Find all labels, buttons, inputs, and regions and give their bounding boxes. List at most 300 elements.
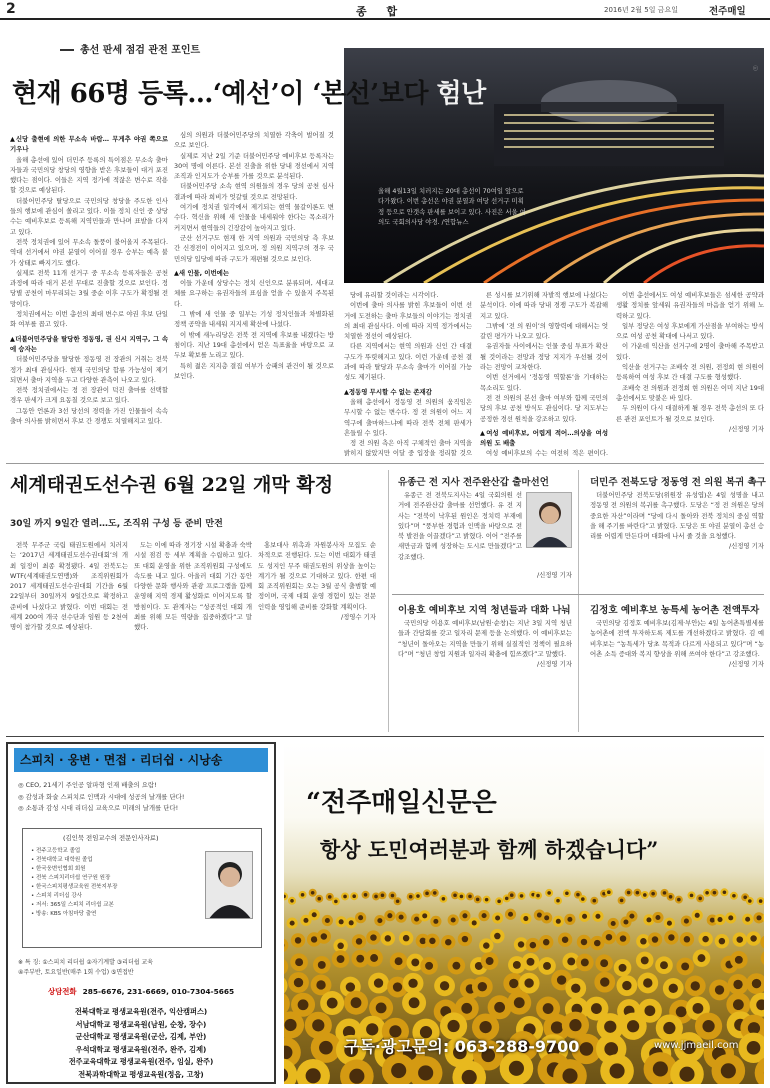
sunflower-center bbox=[520, 894, 524, 898]
speech-academy-ad bbox=[6, 742, 276, 1084]
sunflower-center bbox=[620, 899, 624, 903]
sunflower-center bbox=[663, 1022, 675, 1034]
sunflower-center bbox=[748, 899, 752, 903]
sunflower-center bbox=[395, 957, 403, 965]
sunflower-center bbox=[376, 1002, 387, 1013]
sunflower-center bbox=[339, 919, 344, 924]
divider bbox=[6, 736, 764, 737]
sunflower-center bbox=[684, 936, 690, 942]
sunflower-center bbox=[411, 958, 419, 966]
sunflower-center bbox=[381, 894, 385, 898]
sunflower-center bbox=[562, 1068, 577, 1083]
sunflower-center bbox=[663, 891, 667, 895]
sunflower-center bbox=[451, 917, 456, 922]
sunflower-center bbox=[311, 891, 315, 895]
taekwondo-column-1 bbox=[10, 540, 128, 730]
sunflower-center bbox=[334, 900, 338, 904]
profile-item: • 한국스피치평생교육원 전북지부장 bbox=[31, 884, 118, 890]
sunflower-center bbox=[544, 915, 549, 920]
sunflower-center bbox=[732, 894, 736, 898]
sunflower-center bbox=[391, 894, 395, 898]
sunflower-center bbox=[403, 935, 409, 941]
sunflower-center bbox=[370, 954, 378, 962]
lead-paragraph: 더불어민주당을 탈당한 정동영 전 장관의 거취는 전북 정가 최대 관심사다. 현재 국민의당 합류 가능성이 제기되면서 출마 지역을 두고 다양한 관측이 나오고 있다. bbox=[10, 355, 168, 384]
center-item: 서남대학교 평생교육원(남원, 순창, 장수) bbox=[75, 1019, 207, 1029]
section-title: 종 합 bbox=[356, 5, 406, 18]
sunflower-center bbox=[551, 1021, 563, 1033]
sunflower-center bbox=[482, 913, 487, 918]
center-item: 전주교육대학교 평생교육원(전주, 임실, 완주) bbox=[68, 1057, 214, 1066]
sunflower-center bbox=[290, 921, 295, 926]
article-b-text: 더불어민주당 전북도당(위원장 유성엽)은 4일 성명을 내고 정동영 전 의원의 복귀를 촉구했다. 도당은 “정 전 의원은 당의 중요한 자산”이라며 “당에 다시 돌아와 전북 정치의 중심 역할을 해 주기를 바란다”고 밝혔다. 도당은 또 야권 분열이 총선 승리를 어렵게 만든다며 대화에 나서 줄 것을 요청했다. bbox=[590, 491, 764, 541]
sunflower-center bbox=[653, 1061, 668, 1076]
sunflower-center bbox=[303, 918, 308, 923]
sunflower-center bbox=[462, 936, 468, 942]
article-d-byline: /신정영 기자 bbox=[728, 660, 764, 669]
lead-paragraph: 여기에 정치권 일각에서 제기되는 현역 물갈이론도 변수다. 혁신을 위해 새 인물을 내세워야 한다는 목소리가 커지면서 현역들의 긴장감이 높아지고 있다. bbox=[174, 203, 334, 232]
sunflower-center bbox=[745, 917, 750, 922]
sunflower-center bbox=[669, 984, 678, 993]
sunflower-center bbox=[514, 997, 525, 1008]
lead-paragraph: 일부 정당은 여성 후보에게 가산점을 부여하는 방식으로 여성 공천 확대에 나서고 있다. bbox=[616, 321, 764, 341]
profile-title: (김인묵 전임교수의 전문인사자료) bbox=[63, 834, 159, 842]
sunflower-center bbox=[513, 961, 521, 969]
sunflower-center bbox=[486, 957, 494, 965]
sunflower-center bbox=[595, 914, 600, 919]
sunflower-center bbox=[479, 1021, 491, 1033]
sunflower-center bbox=[652, 936, 658, 942]
sunflower-center bbox=[409, 997, 420, 1008]
lead-paragraph: /신정영 기자 bbox=[728, 424, 764, 433]
lead-column-2 bbox=[174, 130, 334, 460]
instructor-portrait bbox=[205, 851, 253, 919]
sunflower-center bbox=[494, 933, 500, 939]
sunflower-center bbox=[321, 933, 327, 939]
sunflower-center bbox=[581, 939, 587, 945]
sunflower-center bbox=[733, 980, 742, 989]
ad-slogan: ◎ CEO, 21세기 주인공 알파형 인재 배출의 요람! bbox=[18, 781, 157, 789]
lead-paragraph: 군산 선거구도 현재 한 지역 의원과 국민의당 측 후보 간 신경전이 이어지고 있으며, 정 의원 지역구의 경우 국민의당 입당에 따라 구도가 재편될 것으로 보인다. bbox=[174, 233, 334, 263]
sunflower-center bbox=[604, 1021, 616, 1033]
sunflower-petal bbox=[284, 975, 288, 996]
sunflower-center bbox=[328, 895, 332, 899]
article-b-body bbox=[590, 490, 764, 590]
lead-paragraph: 전 전 의원의 본선 출마 여부와 함께 국민의당의 후보 공천 방식도 관심이다. 당 지도부는 공정한 경선 원칙을 강조하고 있다. bbox=[480, 393, 608, 423]
feature-line: ④주부반, 토요일반(매주 1회 수업) ⑤면접반 bbox=[18, 969, 134, 976]
sunflower-center bbox=[581, 897, 585, 901]
sunflower-center bbox=[472, 920, 477, 925]
sunflower-center bbox=[640, 938, 646, 944]
sunflower-center bbox=[677, 898, 681, 902]
sunflower-center bbox=[698, 954, 706, 962]
sunflower-center bbox=[627, 891, 631, 895]
sunflower-center bbox=[695, 913, 700, 918]
sunflower-center bbox=[562, 936, 568, 942]
sunflower-center bbox=[343, 895, 347, 899]
sunflower-center bbox=[414, 917, 419, 922]
lead-paragraph: 정치권에서는 이번 총선의 최대 변수로 야권 후보 단일화 여부를 꼽고 있다. bbox=[10, 310, 168, 329]
lead-paragraph: ▲여성 예비후보, 어렵게 적어…의상을 여성 의원 도 배출 bbox=[480, 428, 608, 448]
taekwondo-subhead: 30일 까지 9일간 열려…도, 조직위 구성 등 준비 만전 bbox=[10, 519, 223, 529]
sunflower-center bbox=[453, 893, 457, 897]
profile-item: • 저서: 365일 스피치 리더쉽 교본 bbox=[31, 902, 114, 908]
sunflower-center bbox=[420, 938, 426, 944]
sunflower-center bbox=[728, 915, 733, 920]
newspaper-name: 전주매일 bbox=[709, 6, 746, 17]
sunflower-center bbox=[679, 1067, 694, 1082]
lead-headline-main: 현재 66명 등록…‘예선’이 ‘본선’보다 bbox=[12, 79, 437, 109]
sunflower-center bbox=[352, 894, 356, 898]
lead-paragraph: 이번 선거에서 ‘정동영 역할론’을 기대하는 목소리도 있다. bbox=[480, 373, 608, 392]
sunflower-center bbox=[537, 913, 542, 918]
lead-paragraph: 이들 가운데 상당수는 정치 신인으로 분류되며, 세대교체를 요구하는 유권자들의 표심을 얻을 수 있을지 주목된다. bbox=[174, 279, 334, 308]
portrait-silhouette-icon bbox=[527, 493, 572, 548]
sunflower-center bbox=[710, 918, 715, 923]
sunflower-center bbox=[377, 918, 382, 923]
sunflower-center bbox=[748, 1022, 760, 1034]
sunflower-center bbox=[306, 1068, 321, 1083]
article-c-title: 이용호 예비후보 지역 청년들과 대화 나눠 bbox=[398, 605, 571, 616]
sunflower-center bbox=[684, 919, 689, 924]
sunflower-center bbox=[576, 893, 580, 897]
sunflower-center bbox=[643, 978, 652, 987]
sunflower-center bbox=[756, 915, 761, 920]
taekwondo-column-2 bbox=[134, 540, 252, 730]
sunflower-center bbox=[713, 891, 717, 895]
sunflower-center bbox=[569, 1019, 581, 1031]
education-centers bbox=[8, 1006, 274, 1081]
article-b-byline: /신정영 기자 bbox=[728, 542, 764, 551]
center-item: 우석대학교 평생교육원(전주, 완주, 김제) bbox=[75, 1044, 207, 1054]
issue-date: 2016년 2월 5일 금요일 bbox=[604, 6, 678, 14]
sunflower-center bbox=[298, 999, 309, 1010]
sunflower-center bbox=[607, 890, 611, 894]
sunflower-center bbox=[396, 899, 400, 903]
sunflower-center bbox=[580, 1042, 594, 1056]
sunflower-center bbox=[425, 892, 429, 896]
sunflower-center bbox=[619, 964, 627, 972]
sunflower-center bbox=[523, 916, 528, 921]
sunflower-center bbox=[294, 978, 303, 987]
ad-title: 스피치 · 웅변 · 면접 · 리더쉽 · 시낭송 bbox=[14, 748, 268, 772]
sunflower-center bbox=[669, 895, 673, 899]
taekwondo-headline: 세계태권도선수권 6월 22일 개막 확정 bbox=[10, 474, 334, 496]
lead-paragraph: 실제로 지난 2일 기준 더불어민주당 예비후보 등록자는 30여 명에 이른다. 본선 진출을 위한 당내 경선에서 지역 조직과 인지도가 승부를 가를 것으로 분석된다. bbox=[174, 151, 334, 181]
sunflower-center bbox=[752, 979, 761, 988]
lead-paragraph: 더불어민주당 소속 현역 의원들의 경우 당의 공천 심사 결과에 따라 희비가 엇갈릴 것으로 전망된다. bbox=[174, 182, 334, 201]
subscription-contact: 구독·광고문의: 063-288-9700 bbox=[344, 1037, 580, 1056]
sunflower-center bbox=[693, 1003, 704, 1014]
portrait-silhouette-icon bbox=[206, 852, 253, 919]
sunflower-center bbox=[509, 1061, 524, 1076]
photo-credit: ⓒ bbox=[752, 66, 758, 72]
lead-column-3 bbox=[344, 290, 472, 460]
article-a-byline: /신정영 기자 bbox=[536, 571, 572, 579]
instructor-profile-box bbox=[22, 828, 262, 948]
sunflower-center bbox=[508, 912, 513, 917]
center-item: 전북과학대학교 평생교육원(정읍, 고창) bbox=[78, 1069, 204, 1079]
ad-slogan: ◎ 소통과 감성 시대 리더십 교육으로 미래의 날개를 단다! bbox=[18, 804, 179, 812]
sunflower-center bbox=[327, 998, 338, 1009]
lead-column-1 bbox=[10, 130, 168, 460]
lead-paragraph: 특히 젊은 지지층 결집 여부가 승패의 관건이 될 것으로 보인다. bbox=[174, 361, 334, 380]
sunflower-center bbox=[667, 921, 672, 926]
sunflower-center bbox=[374, 895, 378, 899]
page-number: 2 bbox=[6, 1, 16, 17]
sunflower-center bbox=[468, 895, 472, 899]
sunflower-petal bbox=[284, 938, 288, 952]
sunflower-center bbox=[393, 982, 402, 991]
sunflower-center bbox=[627, 1020, 639, 1032]
sunflower-center bbox=[592, 899, 596, 903]
sunflower-center bbox=[571, 984, 580, 993]
lead-paragraph: 여성 예비후보의 수는 여전히 적은 편이다. bbox=[486, 449, 608, 458]
lead-paragraph: 그밖에 ‘전 의 원이’의 영향력에 대해서는 엇갈린 평가가 나오고 있다. bbox=[480, 321, 608, 341]
lead-paragraph: 이 가운데 익산을 선거구에 2명이 출마해 주목받고 있다. bbox=[616, 342, 764, 361]
lead-paragraph: 그동안 언론과 3선 당선의 경력을 가진 인물들이 속속 출마 의사를 밝히면서 후보 간 경쟁도 치열해지고 있다. bbox=[10, 406, 168, 426]
sunflower-center bbox=[356, 955, 364, 963]
article-c-text: 국민의당 이용호 예비후보(남원·순창)는 지난 3일 지역 청년들과 간담회를 갖고 일자리 문제 등을 논의했다. 이 예비후보는 “청년이 돌아오는 지역을 만들기 위해 실질적인 정책이 필요하다”며 “청년 창업 지원과 일자리 확충에 힘쓰겠다”고 말했다. bbox=[398, 619, 572, 658]
sunflower-center bbox=[543, 1003, 554, 1014]
lead-paragraph: 이 밖에 새누리당은 전북 전 지역에 후보를 내겠다는 방침이다. 지난 19대 총선에서 얻은 득표율을 바탕으로 교두보 확보를 노리고 있다. bbox=[174, 330, 334, 360]
sunflower-center bbox=[349, 1069, 364, 1084]
sunflower-center bbox=[719, 938, 725, 944]
sunflower-center bbox=[485, 898, 489, 902]
sunflower-center bbox=[418, 1065, 433, 1080]
taekwondo-column-3 bbox=[258, 540, 376, 730]
lead-paragraph: 조배숙 전 의원과 전정희 현 의원은 이미 지난 19대 총선에서도 맞붙은 바 있다. bbox=[616, 383, 764, 402]
sunflower-center bbox=[337, 955, 345, 963]
lead-paragraph: 정 전 의원 측은 아직 구체적인 출마 지역을 밝히지 않았지만 이달 중 입장을 정리할 것으 bbox=[344, 439, 472, 458]
lead-paragraph: 올해 총선에서 정동영 전 의원의 움직임은 무시할 수 없는 변수다. 정 전 의원이 어느 지역구에 출마하느냐에 따라 전북 전체 판세가 흔들릴 수 있다. bbox=[344, 397, 472, 437]
sunflower-center bbox=[715, 985, 724, 994]
article-d-body bbox=[590, 618, 764, 732]
sunflower-center bbox=[311, 936, 317, 942]
sunflower-center bbox=[284, 1019, 296, 1031]
sunflower-center bbox=[495, 916, 500, 921]
sunflower-center bbox=[622, 981, 631, 990]
phone-numbers: 285-6676, 231-6669, 010-7304-5665 bbox=[82, 987, 235, 996]
sunflower-center bbox=[600, 959, 608, 967]
profile-item: • 전주고등학교 졸업 bbox=[31, 848, 81, 854]
sunflower-center bbox=[643, 893, 647, 897]
sunflower-center bbox=[422, 913, 427, 918]
sunflower-center bbox=[565, 891, 569, 895]
sunflower-center bbox=[543, 939, 549, 945]
sunflower-center bbox=[655, 915, 660, 920]
sunflower-center bbox=[651, 892, 655, 896]
candidate-portrait bbox=[526, 492, 572, 548]
sunflower-center bbox=[567, 917, 572, 922]
sunflower-center bbox=[611, 921, 616, 926]
sunflower-center bbox=[509, 979, 518, 988]
sunflower-center bbox=[337, 943, 343, 949]
taekwondo-byline: /정영수 기자 bbox=[340, 613, 376, 622]
phone-label: 상담전화 bbox=[48, 987, 77, 996]
article-a-title: 유종근 전 지사 전주완산갑 출마선언 bbox=[398, 477, 549, 488]
sunflower-center bbox=[733, 999, 744, 1010]
divider bbox=[388, 470, 389, 732]
sunflower-center bbox=[581, 959, 589, 967]
sunflower-petal bbox=[761, 949, 764, 967]
sunflower-center bbox=[312, 1019, 324, 1031]
sunflower-center bbox=[325, 918, 330, 923]
sunflower-center bbox=[478, 982, 487, 991]
website-url: www.jjmaeil.com bbox=[654, 1040, 739, 1051]
profile-item: • 한국웅변인협회 회원 bbox=[31, 866, 86, 872]
sunflower-center bbox=[530, 942, 536, 948]
sunflower-center bbox=[408, 979, 417, 988]
lead-headline-tail: 험난 bbox=[436, 79, 486, 109]
sunflower-center bbox=[644, 1005, 655, 1016]
sunflower-center bbox=[705, 891, 709, 895]
profile-item: • 전북대학교 대학원 졸업 bbox=[31, 857, 93, 863]
sunflower-center bbox=[717, 917, 722, 922]
article-a-byline-wrap bbox=[398, 570, 572, 582]
sunflower-center bbox=[391, 1063, 406, 1078]
sunflower-center bbox=[385, 935, 391, 941]
sunflower-center bbox=[290, 899, 294, 903]
sunflower-center bbox=[460, 895, 464, 899]
sunflower-center bbox=[319, 1041, 333, 1055]
sunflower-center bbox=[301, 893, 305, 897]
sunflower-center bbox=[374, 978, 383, 987]
lead-paragraph: 유권자들 사이에서는 인물 중심 투표가 확산될 것이라는 전망과 정당 지지가 우선될 것이라는 전망이 교차한다. bbox=[480, 342, 608, 372]
sunflower-center bbox=[698, 897, 702, 901]
taekwondo-text-1: 전북 무주군 국립 태권도원에서 치러지는 ‘2017년 세계태권도선수권대회’의 개최 일정이 최종 확정됐다. 4일 전북도는 WTF(세계태권도연맹)와 조직위원회가 2017 세계태권도선수권대회 기간을 6월 22일부터 30일까지 9일간으로 확정하고 준비에 나섰다고 밝혔다. 이번 대회는 전 세계 200여 개국 선수단과 임원 등 2천여 명이 참가할 것으로 예상된다. bbox=[10, 541, 128, 632]
sunflower-center bbox=[660, 961, 668, 969]
article-a-text: 유종근 전 전북도지사는 4일 국회의원 선거에 전주완산갑 출마를 선언했다. 유 전 지사는 “전북이 낙후된 원인은 정치력 부재에 있다”며 “풍부한 경험과 인맥을 바탕으로 전북 발전을 이끌겠다”고 밝혔다. 이어 “전주를 새만금과 함께 성장하는 도시로 만들겠다”고 강조했다. bbox=[398, 491, 522, 561]
sunflower-center bbox=[691, 981, 700, 990]
ad-quote-line-2: 항상 도민여러분과 함께 하겠습니다” bbox=[320, 837, 659, 862]
lead-paragraph: 더불어민주당 탈당으로 국민의당 창당을 주도한 인사들의 행보에 관심이 쏠리고 있다. 이들 정치 신인 중 상당수는 예비후보로 등록해 지역민들과 만나며 표밭을 다지고 있다. bbox=[10, 196, 168, 236]
sunflower-center bbox=[416, 894, 420, 898]
lead-kicker: 총선 판세 점검 관전 포인트 bbox=[60, 41, 200, 56]
sunflower-center bbox=[556, 919, 561, 924]
sunflower-center bbox=[547, 891, 551, 895]
lead-paragraph: 익산을 선거구는 조배숙 전 의원, 전정희 현 의원이 등록하여 여성 후보 간 대결 구도를 형성했다. bbox=[616, 363, 764, 382]
ad-slogan: ◎ 감성과 화술 스피치로 인맥과 시대에 성공의 날개를 단다! bbox=[18, 792, 185, 801]
sunflower-center bbox=[750, 935, 756, 941]
sunflower-center bbox=[623, 920, 628, 925]
sunflower-center bbox=[606, 934, 612, 940]
sunflower-center bbox=[461, 1003, 472, 1014]
sunflower-center bbox=[556, 899, 560, 903]
divider bbox=[578, 470, 579, 732]
sunflower-center bbox=[721, 1063, 736, 1078]
article-d-text: 국민의당 김정호 예비후보(김제·부안)는 4일 농어촌특별세를 농어촌에 전액 투자하도록 제도를 개선하겠다고 밝혔다. 김 예비후보는 “농특세가 당초 목적과 다르게 사용되고 있다”며 “농어촌 소득 증대와 복지 향상을 위해 쓰여야 한다”고 강조했다. bbox=[590, 619, 764, 658]
sunflower-center bbox=[527, 958, 535, 966]
sunflower-center bbox=[743, 895, 747, 899]
sunflower-center bbox=[346, 982, 355, 991]
lead-paragraph: ▲신당 출현에 의한 무소속 바람… 무게추 야권 쪽으로 기우나 bbox=[10, 135, 168, 154]
sunflower-center bbox=[312, 912, 317, 917]
sunflower-center bbox=[462, 913, 467, 918]
sunflower-center bbox=[646, 917, 651, 922]
sunflower-center bbox=[497, 899, 501, 903]
sunflower-center bbox=[447, 1020, 459, 1032]
sunflower-center bbox=[735, 956, 743, 964]
sunflower-center bbox=[295, 958, 303, 966]
sunflower-center bbox=[676, 1006, 687, 1017]
article-b-title: 더민주 전북도당 정동영 전 의원 복귀 촉구 bbox=[590, 477, 766, 488]
article-d-title: 김정호 예비후보 농특세 농어촌 전액투자 bbox=[590, 605, 760, 616]
sunflower-center bbox=[452, 962, 460, 970]
lead-paragraph: 심의 의원과 더불어민주당의 치열한 각축이 벌어질 것으로 보인다. bbox=[174, 131, 334, 150]
sunflower-center bbox=[518, 941, 524, 947]
article-c-body bbox=[398, 618, 572, 732]
sunflower-center bbox=[433, 919, 438, 924]
sunflower-center bbox=[536, 894, 540, 898]
lead-paragraph: ▲새 인물, 이번에는 bbox=[174, 268, 230, 277]
lead-paragraph: 실제로 전북 11개 선거구 중 무소속 등록자들은 공천 과정에 따라 대거 본선 무대로 진출할 것으로 보인다. 정당별 공천이 마무리되는 3월 중순 이후 구도가 확정될 전망이다. bbox=[10, 268, 168, 308]
sunflower-center bbox=[409, 895, 413, 899]
sunflower-center bbox=[317, 897, 321, 901]
sunflower-center bbox=[494, 1002, 505, 1013]
sunflower-center bbox=[476, 898, 480, 902]
sunflower-center bbox=[567, 957, 575, 965]
sunflower-center bbox=[702, 1020, 714, 1032]
consult-phone bbox=[48, 986, 234, 997]
profile-item: • 방송: KBS 아침마당 출연 bbox=[31, 911, 97, 917]
newspaper-promo-ad bbox=[284, 742, 764, 1084]
sunflower-center bbox=[364, 893, 368, 897]
lead-paragraph: 올해 총선에 있어 더민주 등록의 특이점은 무소속 출마자들과 국민의당 창당의 영향을 받은 후보들이 대거 포진했다는 점이다. 이들은 지역 정가에 적잖은 변수로 작용할 것으로 예상된다. bbox=[10, 155, 168, 195]
sunflower-center bbox=[445, 939, 451, 945]
article-c-byline: /신정영 기자 bbox=[536, 660, 572, 669]
sunflower-center bbox=[641, 956, 649, 964]
lead-paragraph: 다른 지역에서는 현역 의원과 신인 간 대결 구도가 뚜렷해지고 있다. 이런 가운데 공천 결과에 따라 탈당과 무소속 출마가 이어질 가능성도 제기된다. bbox=[344, 342, 472, 382]
sunflower-center bbox=[370, 934, 376, 940]
photo-caption: 올해 4월13일 치러지는 20대 총선이 70여일 앞으로 다가왔다. 이번 총선은 야권 분열과 여당 선거구 미획정 등으로 안갯속 판세를 보이고 있다. 사진은 서울 여의도 국회의사당 야경. /연합뉴스 bbox=[378, 187, 526, 226]
sunflower-center bbox=[759, 899, 763, 903]
sunflower-center bbox=[543, 962, 551, 970]
sunflower-center bbox=[591, 1003, 602, 1014]
sunflower-center bbox=[747, 1041, 761, 1055]
sunflower-center bbox=[636, 891, 640, 895]
lead-paragraph: ▲더불어민주당을 탈당한 정동영, 권 신시 지역구, 그 속에 승자는 bbox=[10, 334, 168, 353]
lead-headline bbox=[12, 73, 486, 110]
sunflower-center bbox=[351, 997, 362, 1008]
profile-item: • 스피치 리더십 강사 bbox=[31, 893, 82, 899]
sunflower-center bbox=[429, 938, 435, 944]
lead-column-5 bbox=[616, 290, 764, 460]
sunflower-center bbox=[440, 981, 449, 990]
sunflower-center bbox=[295, 937, 301, 943]
lead-paragraph: 두 의원이 다시 대결하게 될 경우 전북 총선의 또 다른 관전 포인트가 될 것으로 보인다. bbox=[616, 404, 764, 423]
lead-paragraph: 른 성시를 보기위해 자발적 행보에 나섰다는 분석이다. 이에 따라 당내 경쟁 구도가 복잡해지고 있다. bbox=[480, 291, 608, 320]
sunflower-center bbox=[425, 962, 433, 970]
sunflower-center bbox=[610, 1063, 625, 1078]
sunflower-center bbox=[702, 936, 708, 942]
center-item: 군산대학교 평생교육원(군산, 김제, 부안) bbox=[75, 1032, 207, 1041]
sunflower-center bbox=[483, 942, 489, 948]
sunflower-center bbox=[316, 980, 325, 989]
sunflower-center bbox=[629, 914, 634, 919]
sunflower-center bbox=[442, 897, 446, 901]
sunflower-center bbox=[387, 913, 392, 918]
sunflower-center bbox=[524, 978, 533, 987]
taekwondo-text-3: 홍보대사 위촉과 자원봉사자 모집도 순차적으로 진행된다. 도는 이번 대회가 태권도 성지인 무주 태권도원의 위상을 높이는 계기가 될 것으로 기대하고 있다. 한편 대회 조직위원회는 오는 3월 공식 출범할 예정이며, 국제 대회 운영 경험이 있는 전문 인력을 영입해 준비를 강화할 계획이다. bbox=[258, 541, 376, 611]
sunflower-center bbox=[356, 938, 362, 944]
ad-quote-line-1: “전주매일신문은 bbox=[306, 788, 497, 818]
lead-paragraph: 당에 유리할 것이라는 시각이다. bbox=[350, 291, 439, 299]
divider bbox=[6, 463, 764, 464]
lead-paragraph: 이번에 출마 의사를 밝힌 후보들이 이번 선거에 도전하는 출마 후보들의 이야기는 정치권의 최대 관심사다. 이에 따라 지역 정가에서는 치열한 경선이 예상된다. bbox=[344, 301, 472, 341]
lead-paragraph: 이번 총선에서도 여성 예비후보들은 섬세한 공약과 생활 정치를 앞세워 유권자들의 마음을 얻기 위해 노력하고 있다. bbox=[616, 291, 764, 320]
profile-list bbox=[31, 847, 201, 919]
sunflower-center bbox=[399, 915, 404, 920]
